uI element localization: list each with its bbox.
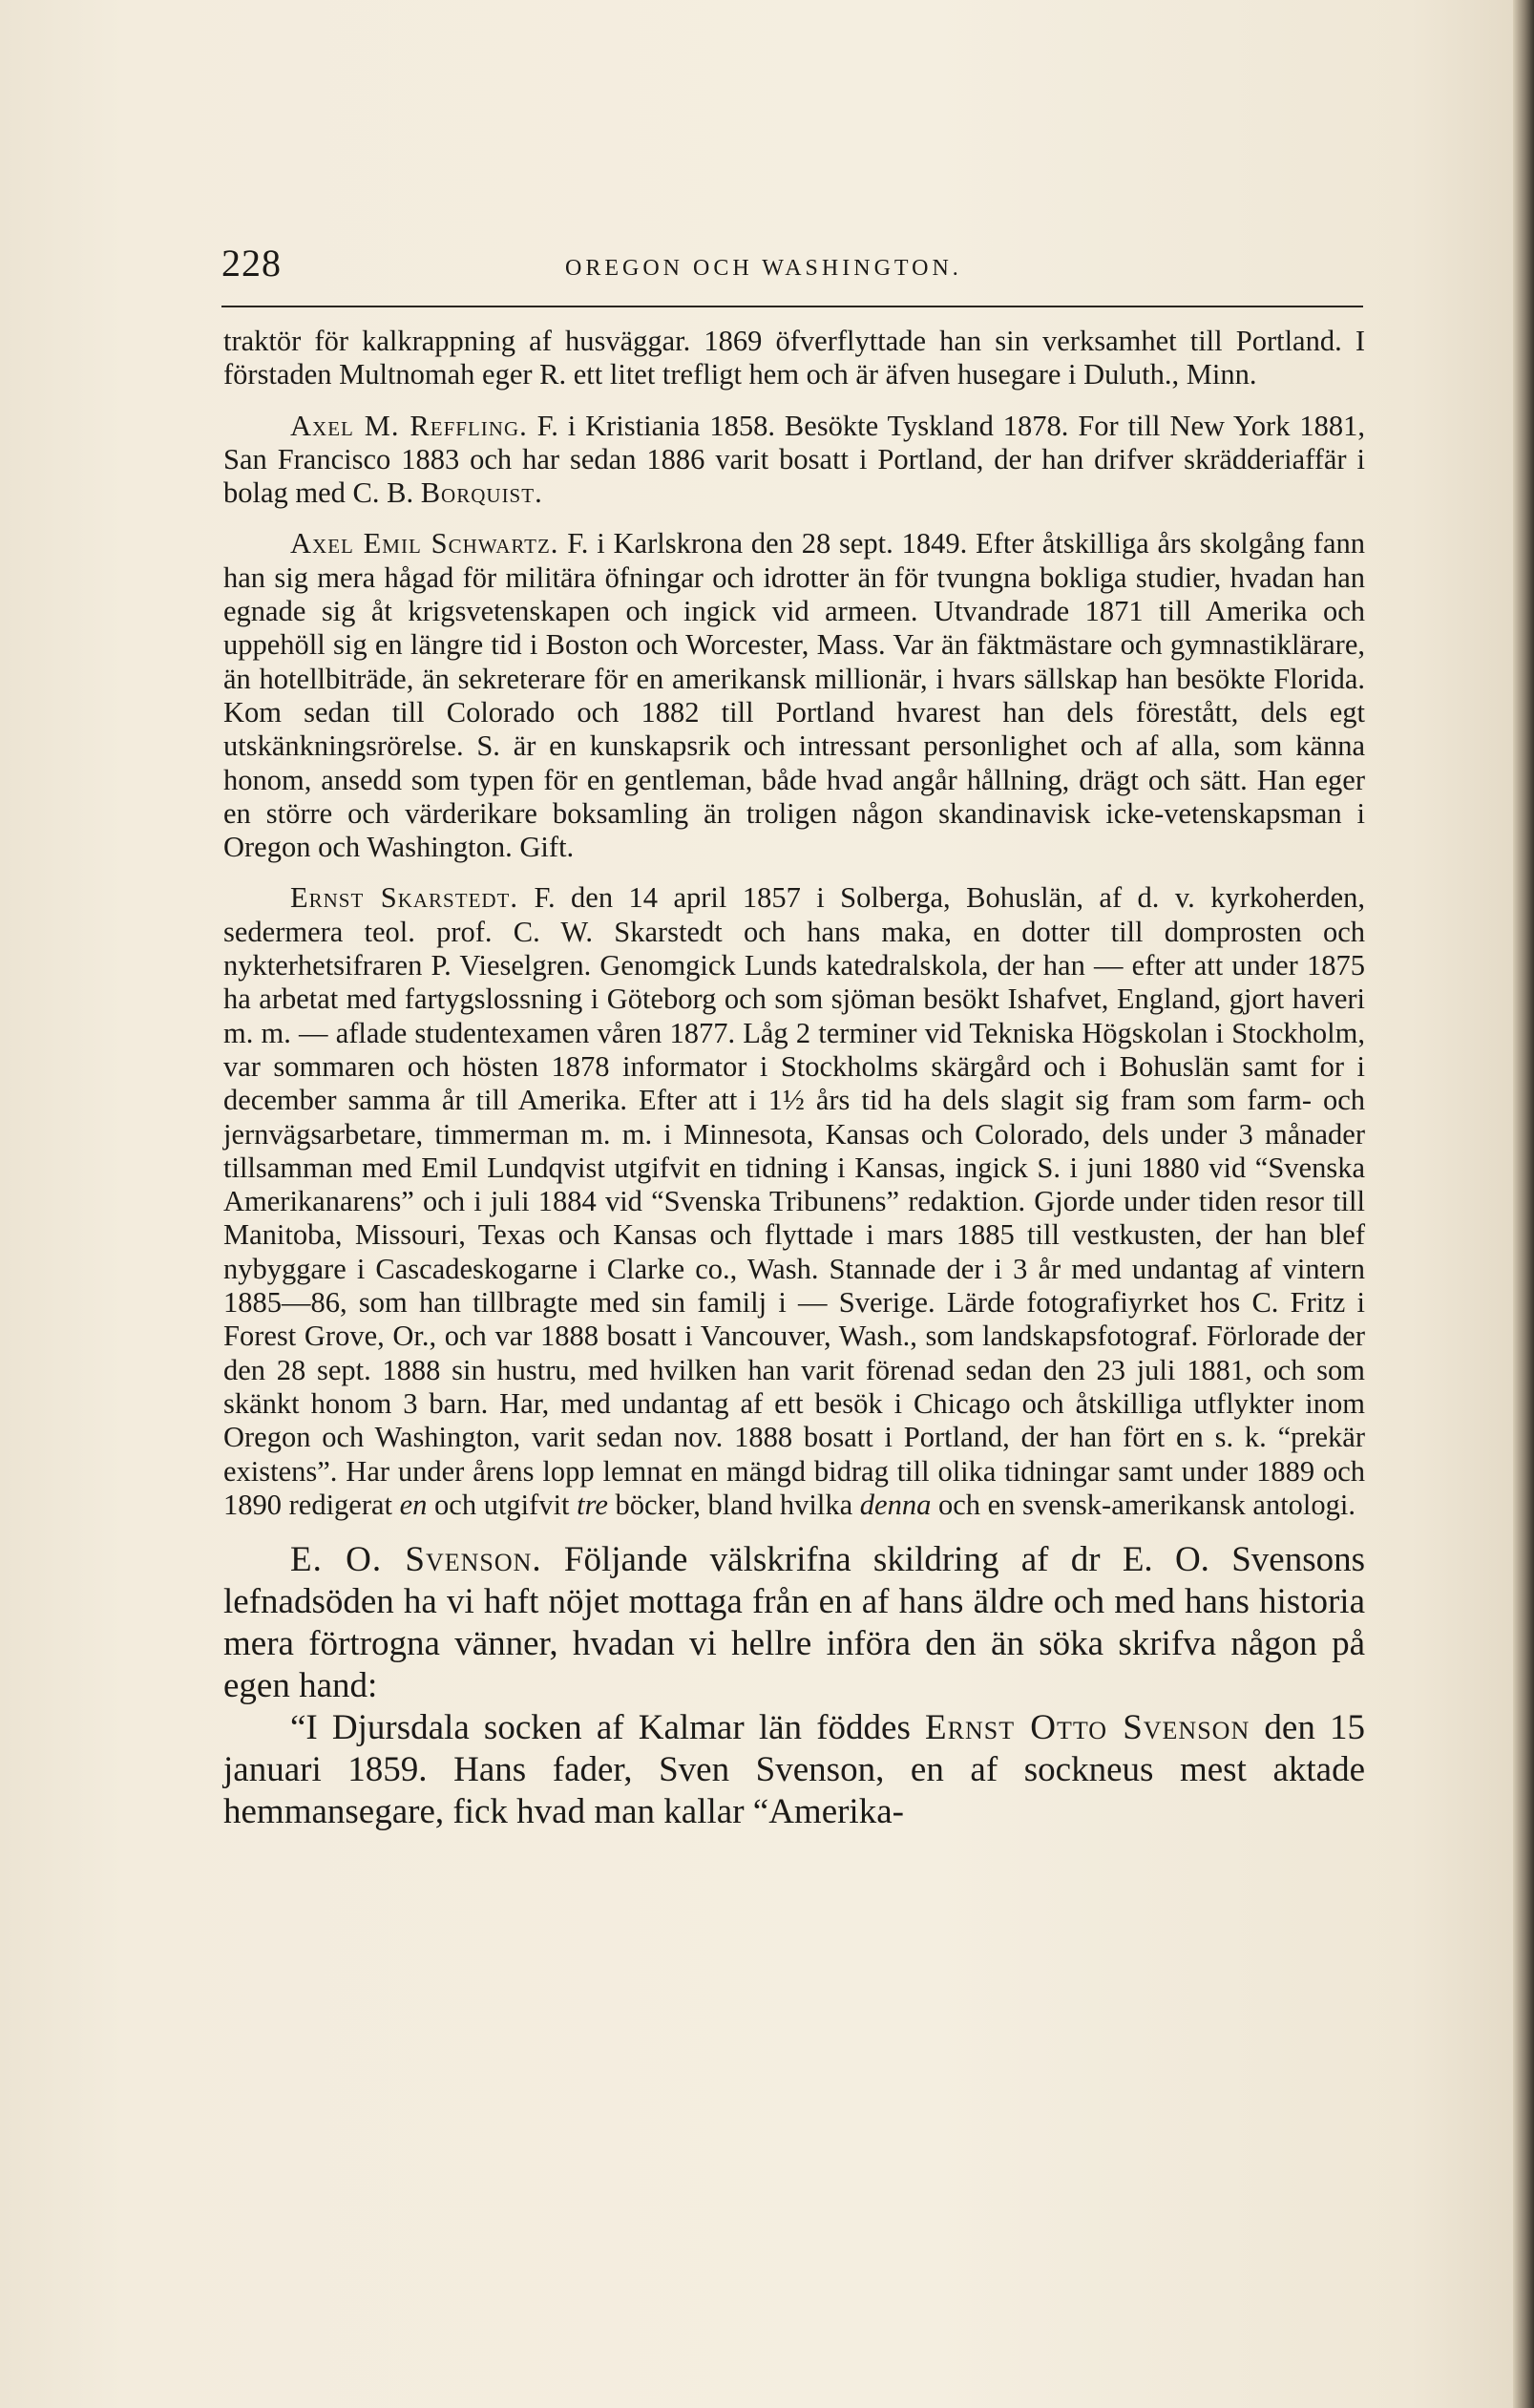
entry-text: F. den 14 april 1857 i Solberga, Bohuslän, af d. v. kyrkoherden, sedermera teol. prof. C. W. Skarstedt och hans maka, en dotter till domprosten och nykterhetsifraren P. Vieselgren. Genomgick Lunds katedralskola, der han — efter att under 1875 ha arbetat med fartygslossning i Göteborg och som sjöman besökt Ishafvet, England, gjort haveri m. m. — aflade studentexamen våren 1877. Låg 2 terminer vid Tekniska Högskolan i Stockholm, var sommaren och hösten 1878 informator i Stockholms skärgård och i Bohuslän samt for i december samma år till Amerika. Efter att i 1½ års tid ha dels slagit sig fram som farm- och jernvägsarbetare, timmerman m. m. i Minnesota, Kansas och Colorado, dels under 3 månader tillsamman med Emil Lundqvist utgifvit en tidning i Kansas, ingick S. i juni 1880 vid “Svenska Amerikanarens” och i juli 1884 vid “Svenska Tribunens” redaktion. Gjorde under tiden resor till Manitoba, Missouri, Texas och Kansas och flyttade i mars 1885 till vestkusten, der han blef nybyggare i Cascadeskogarne i Clarke co., Wash. Stannade der i 3 år med undantag af vintern 1885—86, som han tillbragte med sin familj i — Sverige. Lärde fotografiyrket hos C. Fritz i Forest Grove, Or., och var 1888 bosatt i Vancouver, Wash., som landskapsfotograf. Förlorade der den 28 sept. 1888 sin hustru, med hvilken han varit förenad sedan den 23 juli 1881, och som skänkt honom 3 barn. Har, med undantag af ett besök i Chicago och åtskilliga utflykter inom Oregon och Washington, varit sedan nov. 1888 bosatt i Portland, der han fört en s. k. “prekär existens”. Har under årens lopp lemnat en mängd bidrag till olika tidningar samt under 1889 och 1890 redigerat	[223, 881, 1365, 1521]
body-text	[223, 325, 1365, 1833]
entry-text: den 15 januari 1859. Hans fader, Sven Svenson, en af sockneus mest aktade hemmansegare, fick hvad man kallar “Amerika-	[223, 1708, 1365, 1832]
entry-name: E. O. Svenson.	[290, 1540, 542, 1580]
paragraph-continuation	[223, 325, 1365, 392]
paragraph-text: traktör för kalkrappning af husväggar. 1869 öfverflyttade han sin verksamhet till Portland. I förstaden Multnomah eger R. ett litet trefligt hem och är äfven husegare i Duluth., Minn.	[223, 325, 1365, 391]
entry-text: och en svensk-amerikansk antologi.	[931, 1488, 1356, 1521]
quoted-biography	[223, 1707, 1365, 1833]
italic-word: en	[399, 1488, 428, 1521]
header-rule	[221, 306, 1363, 307]
entry-skarstedt	[223, 881, 1365, 1522]
entry-name: Ernst Otto Svenson	[925, 1708, 1250, 1748]
entry-text: “I Djursdala socken af Kalmar län föddes	[290, 1708, 926, 1748]
entry-svenson	[223, 1539, 1365, 1707]
running-head: OREGON OCH WASHINGTON.	[565, 256, 962, 281]
entry-name: Ernst Skarstedt.	[290, 881, 519, 915]
entry-text: böcker, bland hvilka	[607, 1488, 860, 1521]
entry-schwartz	[223, 527, 1365, 864]
italic-word: tre	[577, 1488, 608, 1521]
entry-text: F. i Karlskrona den 28 sept. 1849. Efter åtskilliga års skolgång fann han sig mera hågad för militära öfningar och idrotter än för tvungna bokliga studier, hvadan han egnade sig åt krigsvetenskapen och ingick vid armeen. Utvandrade 1871 till Amerika och uppehöll sig en längre tid i Boston och Worcester, Mass. Var än fäktmästare och gymnastiklärare, än hotellbiträde, än sekreterare för en amerikansk millionär, i hvars sällskap han besökte Florida. Kom sedan till Colorado och 1882 till Portland hvarest han dels förestått, dels egt utskänkningsrörelse. S. är en kunskapsrik och intressant personlighet och af alla, som känna honom, ansedd som typen för en gentleman, både hvad angår hållning, drägt och sätt. Han eger en större och värderikare boksamling än troligen någon skandinavisk icke-vetenskapsman i Oregon och Washington. Gift.	[223, 527, 1365, 864]
italic-word: denna	[859, 1488, 932, 1521]
entry-name-secondary: Borquist.	[420, 476, 543, 510]
entry-text: Följande välskrifna skildring af dr E. O. Svensons lefnadsöden ha vi haft nöjet mottaga från en af hans äldre och med hans historia mera förtrogna vänner, hvadan vi hellre införa den än söka skrifva någon på egen hand:	[223, 1540, 1365, 1706]
entry-name: Axel Emil Schwartz.	[290, 527, 559, 560]
page-number: 228	[221, 242, 282, 285]
entry-name: Axel M. Reffling.	[290, 409, 528, 442]
page-edge-shadow	[1513, 0, 1534, 2408]
entry-text: F. i Kristiania 1858. Besökte Tyskland 1878. For till New York 1881, San Francisco 1883 och har sedan 1886 varit bosatt i Portland, der han drifver skrädderiaffär i bolag med C. B.	[223, 409, 1365, 510]
entry-text: och utgifvit	[427, 1488, 578, 1521]
page-header	[221, 241, 1367, 298]
entry-reffling	[223, 410, 1365, 511]
